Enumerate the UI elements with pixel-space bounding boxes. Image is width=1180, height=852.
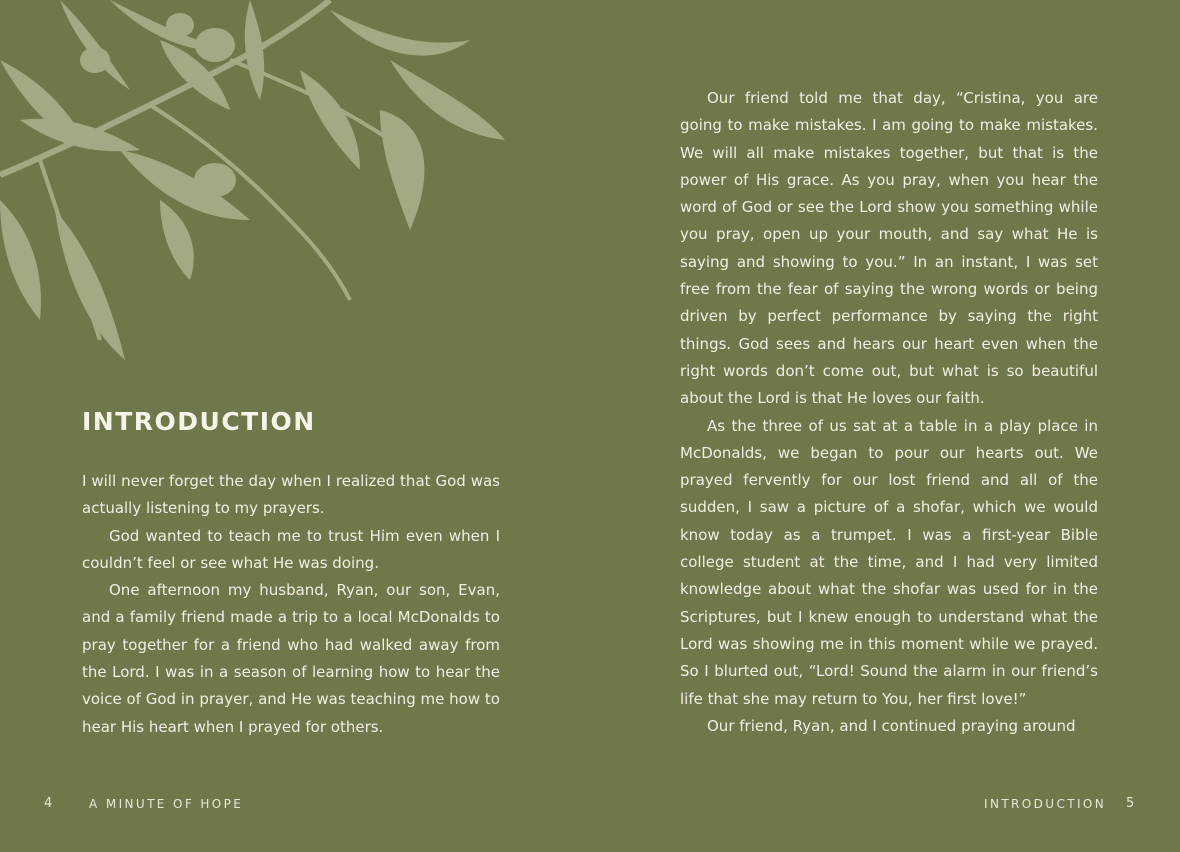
- left-running-title: A MINUTE OF HOPE: [89, 797, 244, 811]
- left-page-number: 4: [44, 796, 53, 811]
- right-page-body: [680, 85, 1098, 740]
- paragraph: I will never forget the day when I realized that God was actually listening to my prayers.: [82, 472, 500, 518]
- paragraph: Our friend told me that day, “Cristina, you are going to make mistakes. I am going to make mistakes. We will all make mistakes together, but that is the power of His grace. As you pray, when you hear the word of God or see the Lord show you something while you pray, open up your mouth, and say what He is saying and showing to you.” In an instant, I was set free from the fear of saying the wrong words or being driven by perfect performance by saying the right things. God sees and hears our heart even when the right words don’t come out, but what is so beautiful about the Lord is that He loves our faith.: [680, 89, 1098, 408]
- paragraph: One afternoon my husband, Ryan, our son, Evan, and a family friend made a trip to a local McDonalds to pray together for a friend who had walked away from the Lord. I was in a season of learning how to hear the voice of God in prayer, and He was teaching me how to hear His heart when I prayed for others.: [82, 581, 500, 736]
- chapter-title: INTRODUCTION: [82, 407, 316, 436]
- olive-branch-illustration: [0, 0, 520, 380]
- right-page-number: 5: [1126, 796, 1135, 811]
- paragraph: God wanted to teach me to trust Him even when I couldn’t feel or see what He was doing.: [82, 526, 500, 572]
- left-page: [82, 400, 500, 741]
- paragraph: Our friend, Ryan, and I continued praying around: [707, 716, 1076, 735]
- right-running-title: INTRODUCTION: [984, 797, 1107, 811]
- paragraph: As the three of us sat at a table in a play place in McDonalds, we began to pour our hearts out. We prayed fervently for our lost friend and all of the sudden, I saw a picture of a shofar, which we would know today as a trumpet. I was a first-year Bible college student at the time, and I had very limited knowledge about what the shofar was used for in the Scriptures, but I knew enough to understand what the Lord was showing me in this moment while we prayed. So I blurted out, “Lord! Sound the alarm in our friend’s life that she may return to You, her first love!”: [680, 416, 1098, 708]
- left-page-body: [82, 468, 500, 741]
- right-page: [680, 85, 1098, 740]
